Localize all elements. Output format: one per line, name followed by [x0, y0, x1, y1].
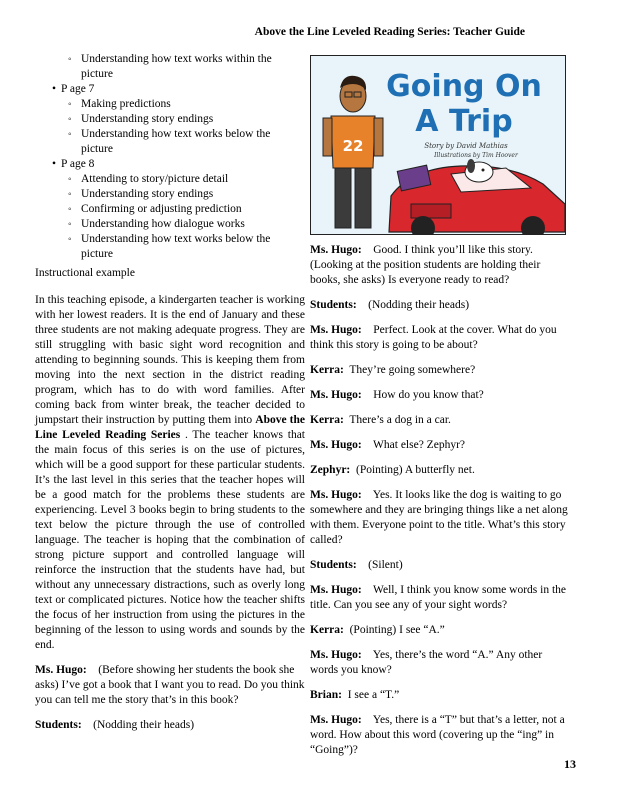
skill-item: ◦ Attending to story/picture detail [35, 172, 305, 187]
speaker: Students: [310, 299, 357, 311]
speaker: Ms. Hugo: [310, 489, 362, 501]
dialogue-text: Good. I think you’ll like this story. (Looking at the position students are holding their books, she asks) Is everyone ready to read? [310, 244, 541, 286]
skill-item: ◦ Understanding how text works below the picture [35, 232, 305, 262]
dialogue-line [310, 648, 568, 678]
skill-item: ◦ Making predictions [35, 97, 305, 112]
speaker: Zephyr: [310, 464, 351, 476]
speaker: Ms. Hugo: [310, 439, 362, 451]
cover-title-line2: A Trip [415, 104, 513, 139]
dialogue-text: I see a “T.” [347, 689, 400, 701]
speaker: Ms. Hugo: [310, 649, 362, 661]
speaker: Ms. Hugo: [310, 324, 362, 336]
dialogue-line [310, 688, 568, 703]
dialogue-line [35, 718, 305, 733]
dialogue-text: How do you know that? [373, 389, 484, 401]
skill-item: ◦ Understanding story endings [35, 112, 305, 127]
skill-item: ◦ Understanding story endings [35, 187, 305, 202]
dialogue-line [35, 663, 305, 708]
shirt-number: 22 [342, 137, 364, 155]
dialogue-text: (Nodding their heads) [368, 299, 470, 311]
skill-item: ◦ Understanding how text works within the picture [35, 52, 305, 82]
dialogue-line [310, 363, 568, 378]
section-label: Instructional example [35, 267, 135, 279]
dialogue-line [310, 323, 568, 353]
book-cover-image [310, 55, 566, 235]
running-header: Above the Line Leveled Reading Series: Teacher Guide [254, 26, 525, 38]
series-title: Above the Line Leveled Reading Series [35, 414, 305, 441]
dialogue-text: What else? Zephyr? [373, 439, 465, 451]
speaker: Ms. Hugo: [310, 389, 362, 401]
page8-list [35, 157, 305, 262]
cover-title-line1: Going On [386, 69, 542, 104]
dialogue-line [310, 558, 568, 573]
speaker: Students: [310, 559, 357, 571]
dialogue-line [310, 713, 568, 758]
page8-label: • P age 8 [35, 157, 305, 172]
dialogue-text: Yes, there’s the word “A.” Any other words you know? [310, 649, 543, 676]
speaker: Brian: [310, 689, 342, 701]
dialogue-line [310, 388, 568, 403]
dialogue-text: (Nodding their heads) [93, 719, 195, 731]
speaker: Ms. Hugo: [310, 244, 362, 256]
dialogue-line [310, 413, 568, 428]
cover-illustration [311, 56, 566, 235]
speaker: Kerra: [310, 624, 344, 636]
top-skill-list [35, 52, 305, 82]
speaker: Ms. Hugo: [310, 714, 362, 726]
dialogue-line [310, 243, 568, 288]
dialogue-line [310, 583, 568, 613]
cover-story-credit: Story by David Mathias [424, 142, 508, 150]
page7-list [35, 82, 305, 157]
dialogue-text: (Before showing her students the book she asks) I’ve got a book that I want you to read. Do you think you can tell me the story that’s in this book? [35, 664, 305, 706]
dialogue-text: Well, I think you know some words in the title. Can you see any of your sight words? [310, 584, 567, 611]
speaker: Ms. Hugo: [310, 584, 362, 596]
speaker: Kerra: [310, 414, 344, 426]
skill-item: ◦ Understanding how text works below the picture [35, 127, 305, 157]
dialogue-text: Yes. It looks like the dog is waiting to go somewhere and they are bringing things like a net along with them. Everyone point to the title. What’s this story called? [310, 489, 568, 546]
speaker: Ms. Hugo: [35, 664, 87, 676]
skill-item: ◦ Confirming or adjusting prediction [35, 202, 305, 217]
left-column [35, 52, 305, 743]
dialogue-text: They’re going somewhere? [349, 364, 476, 376]
dialogue-text: Perfect. Look at the cover. What do you think this story is going to be about? [310, 324, 557, 351]
page-number: 13 [564, 757, 576, 771]
skill-item: ◦ Understanding how dialogue works [35, 217, 305, 232]
dialogue-text: (Pointing) A butterfly net. [356, 464, 475, 476]
dialogue-text: (Silent) [368, 559, 403, 571]
dialogue-line [310, 298, 568, 313]
dialogue-line [310, 438, 568, 453]
dialogue-text: Yes, there is a “T” but that’s a letter, not a word. How about this word (covering up the “ing” in “Going”)? [310, 714, 565, 756]
dialogue-text: (Pointing) I see “A.” [349, 624, 445, 636]
paragraph-text-1: In this teaching episode, a kindergarten teacher is working with her lowest readers. It is the end of January and these three students are not making adequate progress. They are still struggling with basic sight word recognition and attending to beginning sounds. This is keeping them from moving into the next section in the district reading program, which has to do with word families. After coming back from winter break, the teacher decided to jumpstart their instruction by putting them into [35, 294, 305, 426]
speaker: Kerra: [310, 364, 344, 376]
page7-label: • P age 7 [35, 82, 305, 97]
dialogue-line [310, 463, 568, 478]
body-paragraph [35, 293, 305, 653]
cover-illustrator-credit: Illustrations by Tim Hoover [434, 152, 518, 159]
dialogue-line [310, 623, 568, 638]
right-column [310, 243, 568, 768]
dialogue-line [310, 488, 568, 548]
speaker: Students: [35, 719, 82, 731]
dialogue-text: There’s a dog in a car. [349, 414, 451, 426]
paragraph-text-2: . The teacher knows that the main focus of this series is on the use of pictures, which will be a good support for these particular students. It’s the last level in this series that the teacher hopes will be a good match for the problems these students are experiencing. Level 3 books begin to bring students to the text below the picture through the use of controlled language. The teacher is hoping that the combination of strong picture support and controlled language will reinforce the instruction that the students have had, but without any unnecessary distractions, such as overly long text or complicated pictures. Notice how the teacher shifts the focus of her instruction from using the pictures in the beginning of the lesson to using words and sounds by the end. [35, 429, 306, 651]
